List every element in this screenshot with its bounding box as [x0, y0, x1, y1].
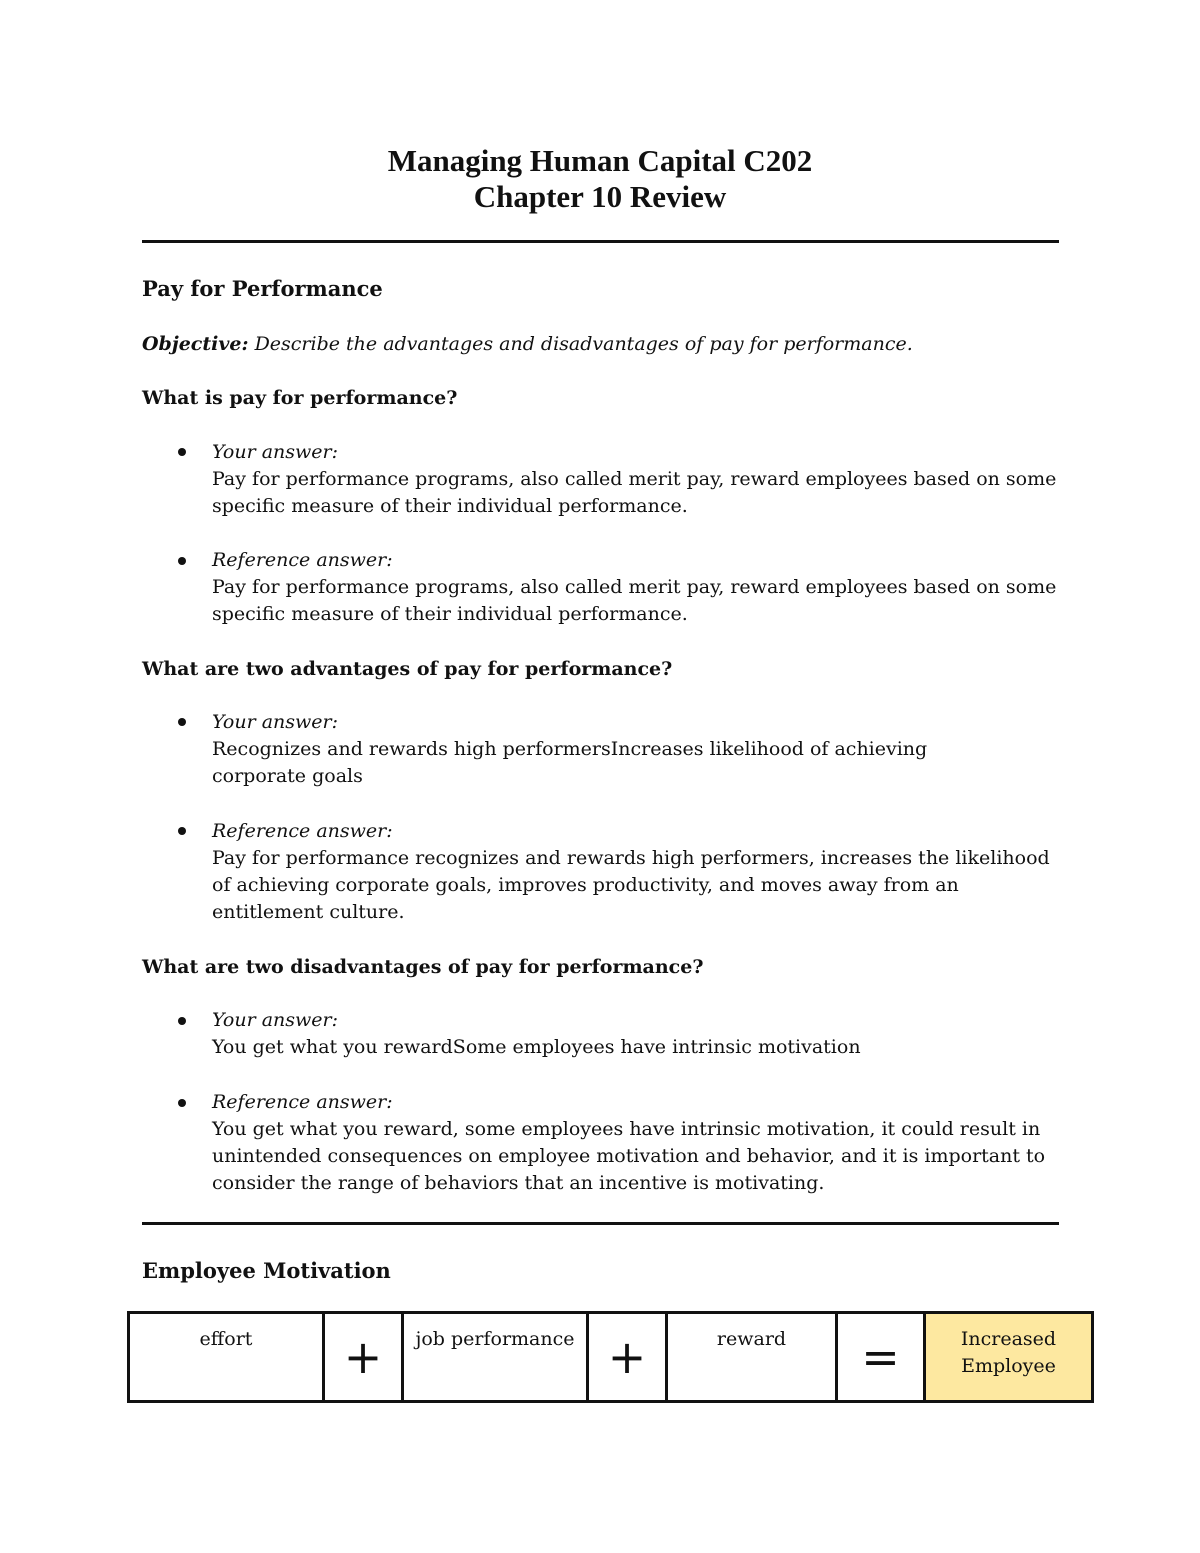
section-heading-pay-for-performance: Pay for Performance: [142, 276, 383, 301]
your-answer-text: You get what you rewardSome employees have intrinsic motivation: [212, 1036, 861, 1058]
objective: [142, 331, 913, 357]
equals-icon: =: [837, 1313, 925, 1402]
reference-answer-1: [212, 547, 1062, 628]
cell-increased-employee: Increased Employee: [925, 1313, 1093, 1402]
reference-answer-label: Reference answer:: [212, 549, 393, 571]
cell-effort: effort: [129, 1313, 324, 1402]
document-subtitle: Chapter 10 Review: [473, 179, 727, 214]
table-row: [129, 1313, 1093, 1402]
plus-icon: +: [324, 1313, 403, 1402]
your-answer-label: Your answer:: [212, 441, 338, 463]
objective-label: Objective:: [142, 333, 249, 355]
motivation-equation-table: [127, 1311, 1094, 1403]
divider-middle: [142, 1222, 1059, 1225]
cell-reward: reward: [667, 1313, 837, 1402]
question-1: What is pay for performance?: [142, 387, 458, 409]
your-answer-label: Your answer:: [212, 1009, 338, 1031]
plus-icon: +: [588, 1313, 667, 1402]
reference-answer-3: [212, 1089, 1062, 1197]
bullet-icon: [178, 1017, 186, 1025]
document-title: Managing Human Capital C202: [387, 143, 813, 178]
section-heading-employee-motivation: Employee Motivation: [142, 1258, 391, 1283]
bullet-icon: [178, 827, 186, 835]
bullet-icon: [178, 718, 186, 726]
your-answer-3: [212, 1007, 1062, 1061]
bullet-icon: [178, 448, 186, 456]
objective-text: Describe the advantages and disadvantages of pay for performance.: [254, 333, 913, 355]
cell-job-performance: job performance: [403, 1313, 588, 1402]
reference-answer-label: Reference answer:: [212, 1091, 393, 1113]
your-answer-text: Pay for performance programs, also called merit pay, reward employees based on some specific measure of their individual performance.: [212, 468, 1057, 517]
divider-top: [142, 240, 1059, 243]
question-3: What are two disadvantages of pay for performance?: [142, 956, 704, 978]
reference-answer-text: Pay for performance programs, also called merit pay, reward employees based on some specific measure of their individual performance.: [212, 576, 1057, 625]
bullet-icon: [178, 557, 186, 565]
reference-answer-2: [212, 818, 1062, 926]
your-answer-1: [212, 439, 1062, 520]
your-answer-label: Your answer:: [212, 711, 338, 733]
reference-answer-label: Reference answer:: [212, 820, 393, 842]
your-answer-2: [212, 709, 1062, 790]
reference-answer-text: You get what you reward, some employees have intrinsic motivation, it could result in unintended consequences on employee motivation and behavior, and it is important to consider the range of behaviors that an incentive is motivating.: [212, 1118, 1046, 1194]
your-answer-text: Recognizes and rewards high performersIncreases likelihood of achieving corporate goals: [212, 738, 928, 787]
reference-answer-text: Pay for performance recognizes and rewards high performers, increases the likelihood of achieving corporate goals, improves productivity, and moves away from an entitlement culture.: [212, 847, 1050, 923]
bullet-icon: [178, 1099, 186, 1107]
question-2: What are two advantages of pay for performance?: [142, 658, 673, 680]
